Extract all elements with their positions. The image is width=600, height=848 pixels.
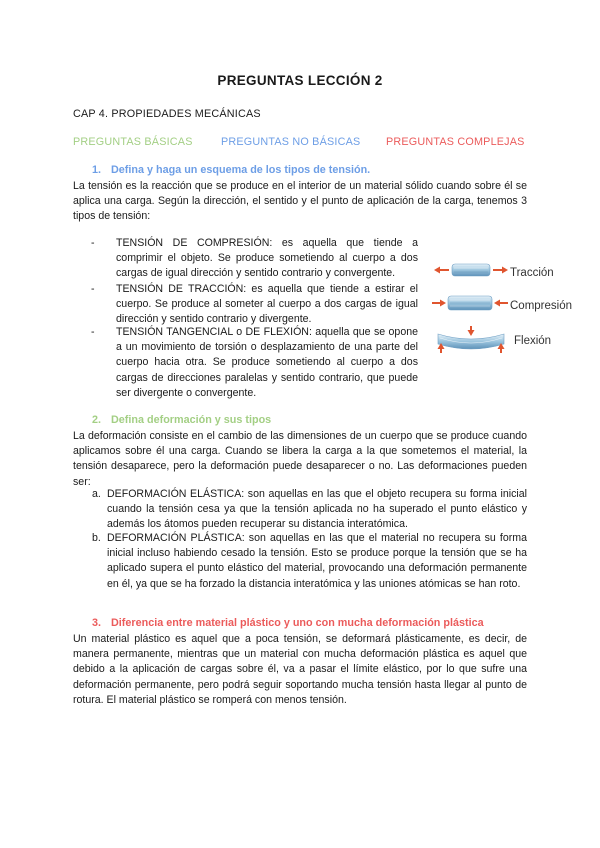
question-1-heading [92,164,370,176]
category-non-basic: PREGUNTAS NO BÁSICAS [221,136,361,148]
category-complex: PREGUNTAS COMPLEJAS [386,136,525,148]
diagram-label-traction: Tracción [510,267,554,279]
diagram-label-flexion: Flexión [514,335,552,347]
list-item-text: TENSIÓN TANGENCIAL o DE FLEXIÓN: aquella que se opone a un movimiento de torsión o desplazamiento de una parte del cuerpo hacia otra. Se produce sometiendo al cuerpo a dos cargas de direcciones paralelas y sentido contrario, que puede ser divergente o convergente. [116,326,418,399]
flexion-bar-icon [438,334,504,349]
diagram-label-compression: Compresión [510,300,572,312]
traction-bar-icon [452,264,490,276]
stress-item-compression [92,236,418,282]
question-2-intro: La deformación consiste en el cambio de las dimensiones de un cuerpo que se produce cuando aplicamos sobre él una carga. Cuando se libera la carga a la que sometemos el material, la tensión desaparece, pero la deformación puede desaparecer o no. Las deformaciones pueden ser: [73,430,527,488]
compression-bar-icon [448,296,492,310]
list-item-text: DEFORMACIÓN ELÁSTICA: son aquellas en las que el objeto recupera su forma inicial cuando la tensión cesa ya que la tensión aplicada no ha superado el punto elástico y además los átomos pueden recuperar su distancia interatómica. [107,488,527,531]
question-2-title: Defina deformación y sus tipos [111,414,272,426]
question-1-title: Defina y haga un esquema de los tipos de tensión. [111,164,371,176]
document-title: PREGUNTAS LECCIÓN 2 [217,73,383,88]
question-3-title: Diferencia entre material plástico y uno con mucha deformación plástica [111,617,484,629]
category-basic: PREGUNTAS BÁSICAS [73,136,193,148]
question-2-heading [92,414,271,426]
list-marker: - [91,237,95,249]
stress-item-flexion [92,325,418,401]
deformation-item-elastic [92,487,527,533]
list-item-text: TENSIÓN DE TRACCIÓN: es aquella que tiende a estirar el cuerpo. Se produce al someter al cuerpo a dos cargas de igual dirección y sentido contrario y divergente. [116,283,418,326]
list-marker: - [91,283,95,295]
chapter-heading: CAP 4. PROPIEDADES MECÁNICAS [73,108,261,120]
question-3-answer: Un material plástico es aquel que a poca tensión, se deformará plásticamente, es decir, de manera permanente, mientras que un material con mucha deformación plástica es aquel que debido a la aplicación de cargas sobre él, va a pasar el límite elástico, por lo que sufre una deformación permanente, pero podrá seguir soportando mucha tensión hasta llegar al punto de rotura. El material plástico se romperá con menos tensión. [73,633,527,706]
question-1-number: 1. [92,164,102,176]
stress-item-traction [92,282,418,328]
list-marker: - [91,326,95,338]
list-marker: a. [92,488,101,500]
question-3-heading [92,617,484,629]
question-3-number: 3. [92,617,102,629]
list-item-text: TENSIÓN DE COMPRESIÓN: es aquella que tiende a comprimir el objeto. Se produce sometiendo al cuerpo a dos cargas de igual dirección y sentido contrario y convergente. [116,237,418,280]
list-item-text: DEFORMACIÓN PLÁSTICA: son aquellas en las que el material no recupera su forma inicial incluso habiendo cesado la tensión. Esto se produce porque la tensión que se ha aplicado supera el punto elástico del material, provocando una deformación permanente en él, ya que se ha forzado la distancia interatómica y las uniones atómicas se han roto. [107,532,527,590]
deformation-item-plastic [92,531,527,592]
question-2-number: 2. [92,414,102,426]
stress-types-diagram [428,254,588,360]
question-1-intro: La tensión es la reacción que se produce en el interior de un material sólido cuando sobre él se aplica una carga. Según la dirección, el sentido y el punto de aplicación de la carga, tenemos 3 tipos de tensión: [73,180,527,223]
list-marker: b. [92,532,101,544]
